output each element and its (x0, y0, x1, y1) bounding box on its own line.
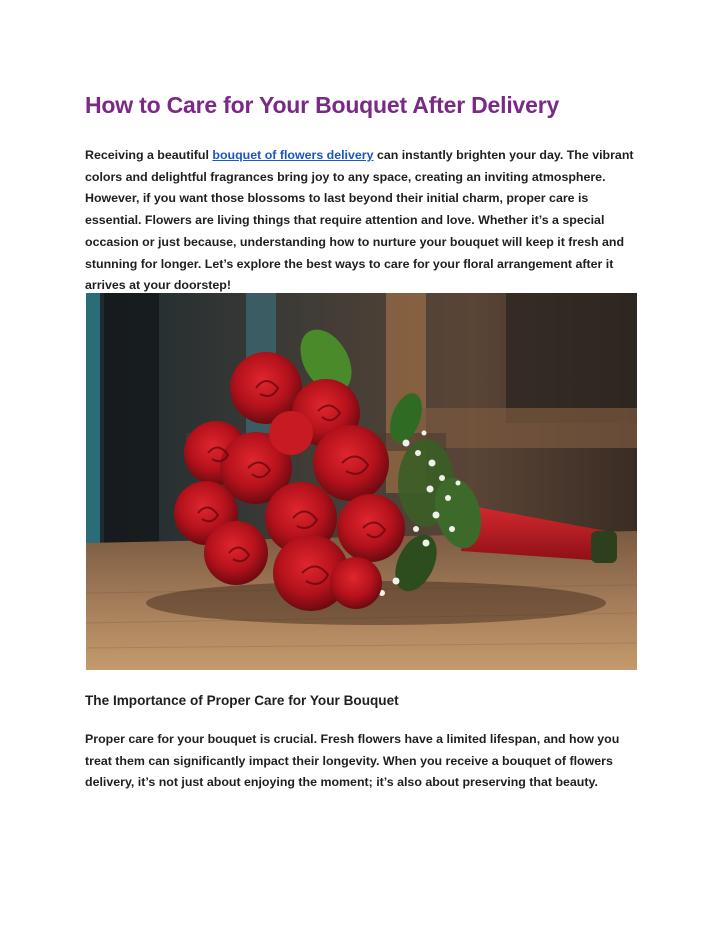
bouquet-delivery-link[interactable]: bouquet of flowers delivery (212, 148, 374, 162)
intro-text-rest: can instantly brighten your day. The vibrant colors and delightful fragrances bring joy to any space, creating an inviting atmosphere. However, if you want those blossoms to last beyond their initial charm, proper care is essential. Flowers are living things that require attention and love. Whether it’s a special occasion or just because, understanding how to nurture your bouquet will keep it fresh and stunning for longer. Let’s explore the best ways to care for your floral arrangement after it arrives at your doorstep! (85, 148, 634, 293)
intro-text-start: Receiving a beautiful (85, 148, 213, 162)
section-paragraph: Proper care for your bouquet is crucial. Fresh flowers have a limited lifespan, and how you treat them can significantly impact their longevity. When you receive a bouquet of flowers delivery, it’s not just about enjoying the moment; it’s also about preserving that beauty. (85, 732, 620, 790)
section-heading: The Importance of Proper Care for Your Bouquet (85, 693, 399, 708)
page-title: How to Care for Your Bouquet After Delivery (85, 92, 560, 118)
bouquet-photo (86, 293, 637, 670)
intro-paragraph (85, 145, 637, 297)
